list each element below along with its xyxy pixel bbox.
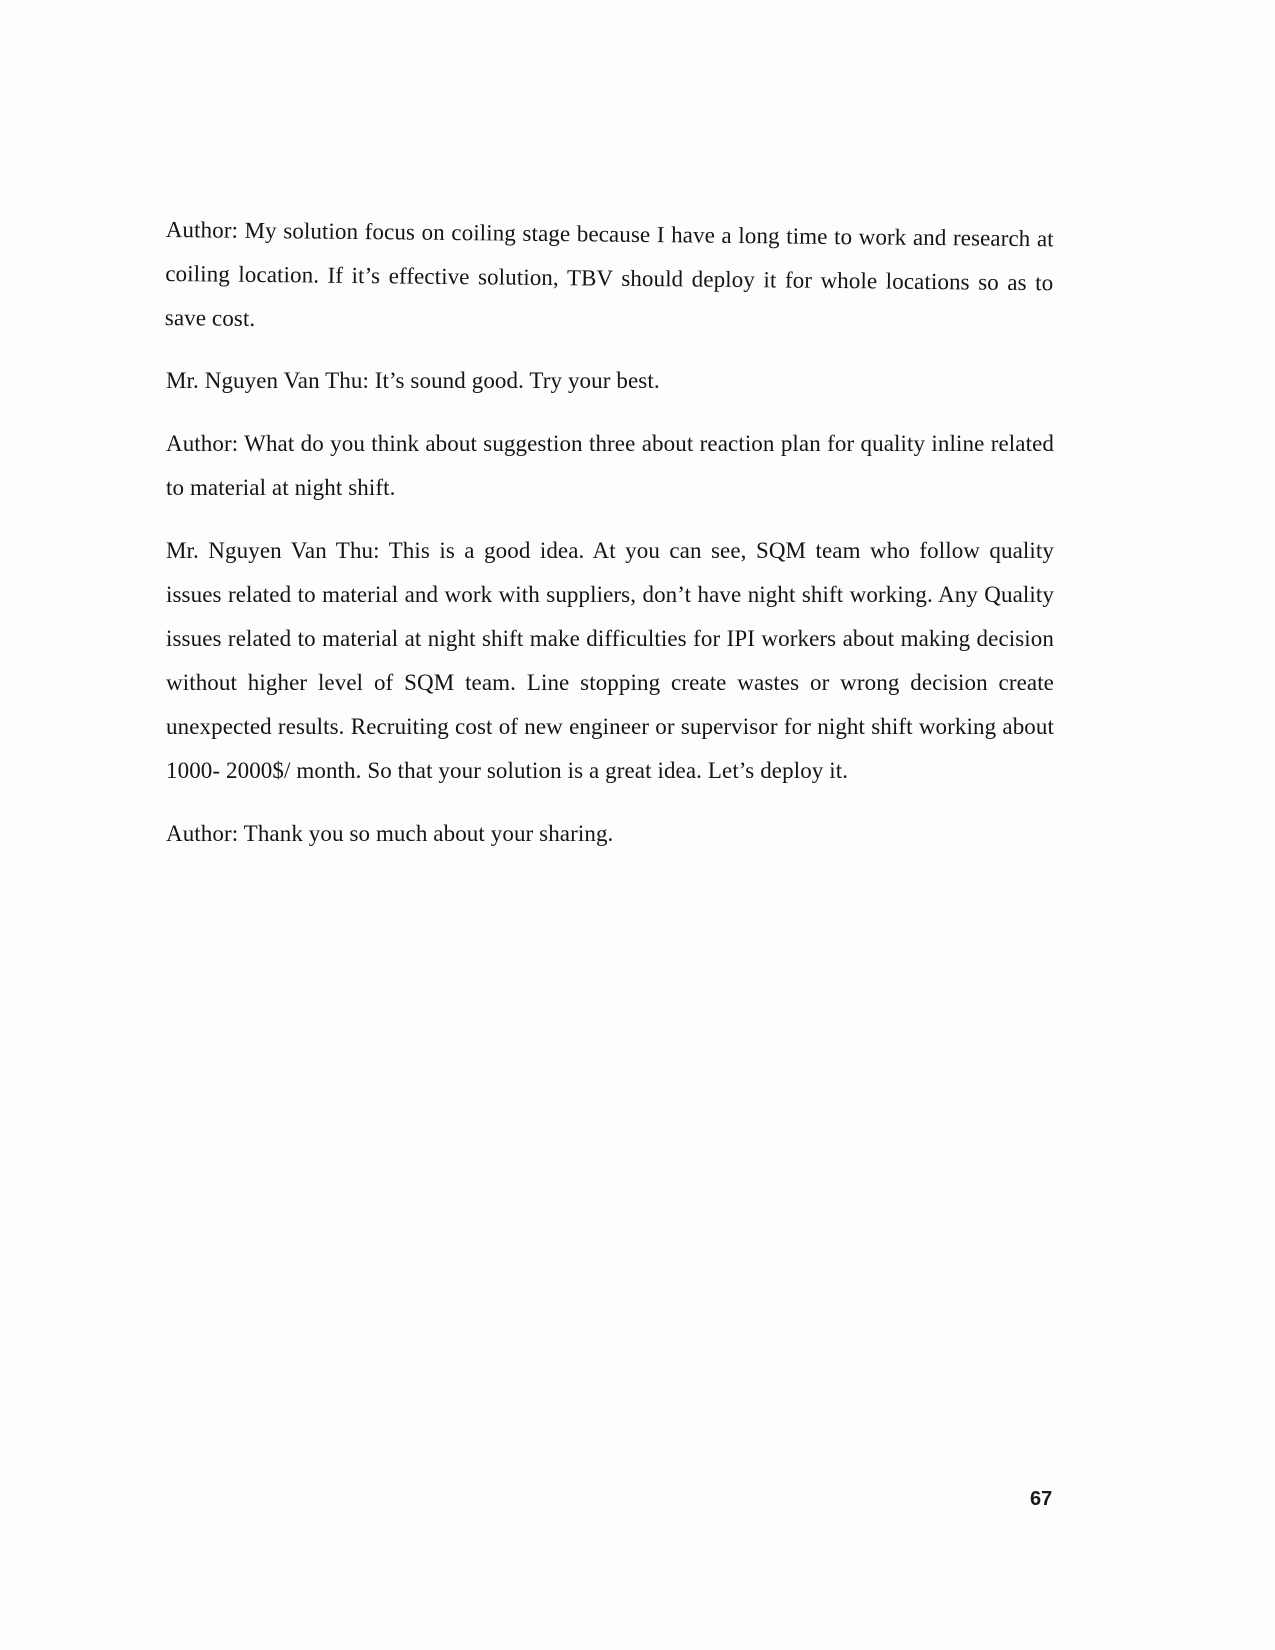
paragraph-author-thanks: Author: Thank you so much about your sharing. [166,821,614,846]
interview-transcript [166,208,1054,875]
paragraph-thu-reply-good-idea: Mr. Nguyen Van Thu: This is a good idea. At you can see, SQM team who follow quality issues related to material and work with suppliers, don’t have night shift working. Any Quality issues related to material at night shift make difficulties for IPI workers about making decision without higher level of SQM team. Line stopping create wastes or wrong decision create unexpected results. Recruiting cost of new engineer or supervisor for night shift working about 1000- 2000$/ month. So that your solution is a great idea. Let’s deploy it. [166,538,1054,783]
page-number: 67 [1030,1488,1053,1510]
paragraph-author-suggestion-three: Author: What do you think about suggestion three about reaction plan for quality inline related to material at night shift. [166,431,1054,500]
paragraph-author-solution-focus: Author: My solution focus on coiling stage because I have a long time to work and research at coiling location. If it’s effective solution, TBV should deploy it for whole locations so as to save cost. [164,216,1054,331]
paragraph-thu-reply-sound-good: Mr. Nguyen Van Thu: It’s sound good. Try your best. [166,368,660,393]
